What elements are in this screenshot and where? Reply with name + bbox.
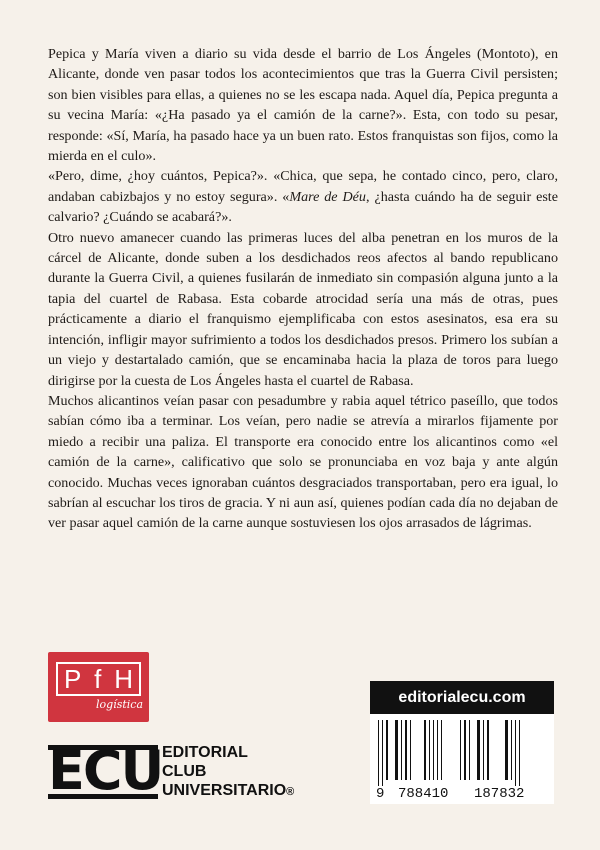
barcode-bar xyxy=(424,720,426,780)
publisher-url: editorialecu.com xyxy=(370,681,554,714)
ecu-logo xyxy=(48,739,295,802)
barcode-bar xyxy=(382,720,383,786)
pfh-letter-h: H xyxy=(114,664,133,694)
ecu-mark: ECU xyxy=(48,739,163,802)
ecu-line-2: CLUB xyxy=(162,763,207,780)
barcode-bar xyxy=(515,720,516,786)
blurb-text xyxy=(48,44,558,534)
pfh-letter-p: P xyxy=(64,664,82,694)
barcode-bar xyxy=(410,720,411,780)
blurb-paragraph-1: Pepica y María viven a diario su vida desde el barrio de Los Ángeles (Montoto), en Alicante, donde ven pasar todos los acontecimientos que tras la Guerra Civil persisten; son bien visibles para ellas, a quienes no se les escapa nada. Aquel día, Pepica pregunta a su vecina María: «¿Ha pasado ya el camión de la carne?». Esta, con todo su pesar, responde: «Sí, María, ha pasado hace ya un buen rato. Estos franquistas son fijos, como la mierda en el culo». xyxy=(48,46,558,165)
registered-icon: ® xyxy=(286,786,295,798)
blurb-paragraph-4: Muchos alicantinos veían pasar con pesadumbre y rabia aquel tétrico paseíllo, que todos sabían cómo iba a terminar. Los veían, pero nadie se atrevía a mirarlos fijamente por miedo a recibir una paliza. El transporte era conocido entre los alicantinos como «el camión de la carne», calificativo que solo se pronunciaba en voz baja y ante algún conocido. Muchas veces ignoraban cuántos desgraciados transportaban, pero era igual, lo sabrían al escuchar los tiros de gracia. Y ni aun así, quienes podían cada día no dejaban de ver pasar aquel camión de la carne aunque sostuviesen los ojos arrasados de lágrimas. xyxy=(48,392,558,532)
ecu-wordmark xyxy=(162,743,294,802)
barcode-bar xyxy=(505,720,508,780)
barcode-bar xyxy=(395,720,398,780)
pfh-logo xyxy=(48,652,149,722)
barcode-bar xyxy=(460,720,461,780)
barcode-bar xyxy=(483,720,484,780)
barcode-bars xyxy=(370,714,554,786)
blurb-paragraph-3: Otro nuevo amanecer cuando las primeras luces del alba penetran en los muros de la cárcel de Alicante, donde suben a los desdichados reos afectos al bando republicano durante la Guerra Civil, a quienes fusilarán de inmediato sin compasión alguna junto a la tapia del cuartel de Rabasa. Esta cobarde atrocidad sería una más de otras, pues prácticamente a diario el franquismo ejemplificaba con estos asesinatos, esa era su intención, infligir mayor sufrimiento a todos los desdichados presos. Primero los subían a un viejo y destartalado camión, que se encaminaba hacia la plaza de toros para luego dirigirse por la cuesta de Los Ángeles hasta el cuartel de Rabasa. xyxy=(48,229,558,389)
barcode-bar xyxy=(401,720,402,780)
barcode-bar xyxy=(441,720,442,780)
barcode-bar xyxy=(487,720,489,780)
barcode-bar xyxy=(464,720,466,780)
barcode-bar xyxy=(469,720,470,780)
barcode-bar xyxy=(433,720,434,780)
ecu-line-1: EDITORIAL xyxy=(162,744,248,761)
blurb-paragraph-2-italic: Mare de Déu xyxy=(289,188,366,205)
pfh-letter-f: f xyxy=(94,664,102,694)
isbn-prefix: 9 xyxy=(376,786,385,802)
blurb-paragraph-2-part-a: «Pero, dime, ¿hoy cuántos, Pepica?». «Chica, que sepa, he contado cinco, pero, claro, andaban cabizbajos y no estoy segura». « xyxy=(48,168,558,205)
blurb-paragraph-2-part-b: , ¿hasta cuándo ha de seguir este calvario? ¿Cuándo se acabará?». xyxy=(48,188,558,226)
barcode-bar xyxy=(519,720,520,786)
barcode-bar xyxy=(378,720,379,786)
ecu-line-3 xyxy=(162,781,294,802)
pfh-letters xyxy=(56,662,141,696)
barcode-bar xyxy=(429,720,430,780)
barcode xyxy=(370,714,554,804)
barcode-bar xyxy=(511,720,512,780)
barcode-bar xyxy=(437,720,438,780)
barcode-bar xyxy=(405,720,407,780)
blurb-paragraph-2 xyxy=(48,166,558,227)
barcode-bar xyxy=(386,720,388,780)
isbn-group-1: 788410 xyxy=(398,786,449,802)
ecu-line-3-text: UNIVERSITARIO xyxy=(162,782,287,799)
barcode-bar xyxy=(477,720,480,780)
pfh-script: logística xyxy=(96,698,144,711)
isbn-group-2: 187832 xyxy=(474,786,525,802)
